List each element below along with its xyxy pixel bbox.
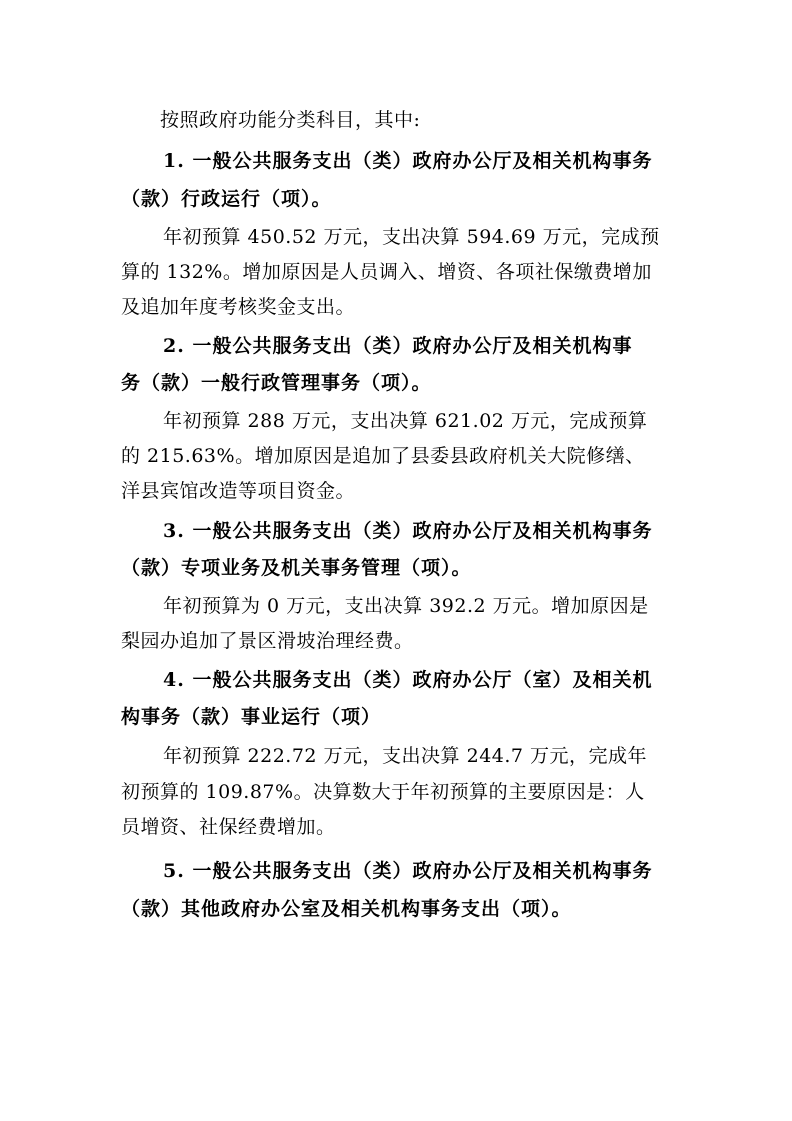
item-1-body-line-2: 算的 132%。增加原因是人员调入、增资、各项社保缴费增加 bbox=[121, 261, 652, 283]
item-3-heading-line-2: （款）专项业务及机关事务管理（项）。 bbox=[121, 557, 472, 579]
item-4-heading-line-1: 4. 一般公共服务支出（类）政府办公厅（室）及相关机 bbox=[163, 669, 653, 691]
item-2-body-line-1: 年初预算 288 万元，支出决算 621.02 万元，完成预算 bbox=[163, 410, 648, 432]
item-3-heading-line-1: 3. 一般公共服务支出（类）政府办公厅及相关机构事务 bbox=[163, 520, 653, 542]
item-2-body-line-2: 的 215.63%。增加原因是追加了县委县政府机关大院修缮、 bbox=[121, 445, 645, 467]
item-2-body-line-3: 洋县宾馆改造等项目资金。 bbox=[121, 480, 356, 502]
item-1-body-line-1: 年初预算 450.52 万元，支出决算 594.69 万元，完成预 bbox=[163, 226, 660, 248]
item-5-heading-line-1: 5. 一般公共服务支出（类）政府办公厅及相关机构事务 bbox=[163, 860, 653, 882]
item-4-body-line-3: 员增资、社保经费增加。 bbox=[121, 816, 336, 838]
item-2-heading-line-2: 务（款）一般行政管理事务（项）。 bbox=[121, 372, 432, 394]
intro-text: 按照政府功能分类科目，其中: bbox=[160, 109, 421, 131]
item-4-body-line-1: 年初预算 222.72 万元，支出决算 244.7 万元，完成年 bbox=[163, 745, 648, 767]
item-4-body-line-2: 初预算的 109.87%。决算数大于年初预算的主要原因是：人 bbox=[121, 781, 645, 803]
item-4-heading-line-2: 构事务（款）事业运行（项） bbox=[121, 706, 382, 728]
item-1-heading-line-2: （款）行政运行（项）。 bbox=[121, 188, 332, 210]
item-1-heading-line-1: 1. 一般公共服务支出（类）政府办公厅及相关机构事务 bbox=[163, 150, 653, 172]
item-2-heading-line-1: 2. 一般公共服务支出（类）政府办公厅及相关机构事 bbox=[163, 335, 633, 357]
item-1-body-line-3: 及追加年度考核奖金支出。 bbox=[121, 296, 356, 318]
item-3-body-line-2: 梨园办追加了景区滑坡治理经费。 bbox=[121, 630, 414, 652]
item-5-heading-line-2: （款）其他政府办公室及相关机构事务支出（项）。 bbox=[121, 898, 572, 920]
item-3-body-line-1: 年初预算为 0 万元，支出决算 392.2 万元。增加原因是 bbox=[163, 595, 649, 617]
